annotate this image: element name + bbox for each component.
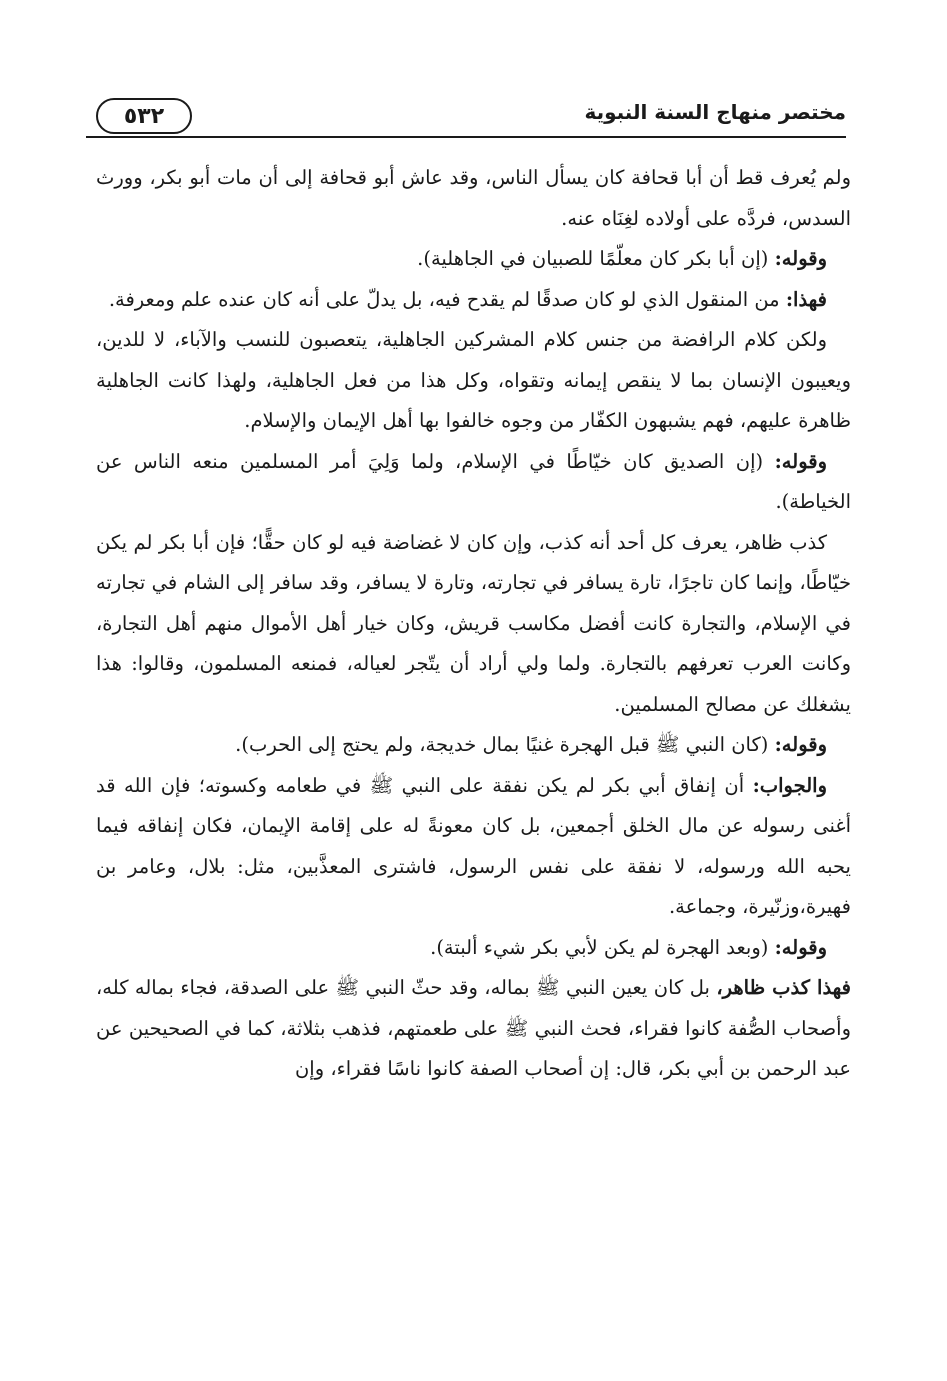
paragraph-lead: فهذا:	[785, 287, 827, 311]
paragraph-text: كذب ظاهر، يعرف كل أحد أنه كذب، وإن كان لا غضاضة فيه لو كان حقًّا؛ فإن أبا بكر لم يكن خيّاطًا، وإنما كان تاجرًا، تارة يسافر في تجارته، وتارة لا يسافر، وقد سافر إلى الشام في تجارته في الإسلام، والتجارة كانت أفضل مكاسب قريش، وكان خيار أهل الأموال منهم أهل التجارة، وكانت العرب تعرفهم بالتجارة. ولما ولي أراد أن يتّجر لعياله، فمنعه المسلمون، وقالوا: هذا يشغلك عن مصالح المسلمين.	[96, 530, 851, 716]
paragraph-text: ولم يُعرف قط أن أبا قحافة كان يسأل الناس، وقد عاش أبو قحافة إلى أن مات أبو بكر، وورث السدس، فردَّه على أولاده لغِنَاه عنه.	[96, 166, 851, 230]
paragraph-text: (إن الصديق كان خيّاطًا في الإسلام، ولما وَلِيَ أمر المسلمين منعه الناس عن الخياطة).	[96, 449, 851, 513]
paragraph-text: (كان النبي ﷺ قبل الهجرة غنيًا بمال خديجة، ولم يحتج إلى الحرب).	[235, 733, 775, 756]
paragraph-text: من المنقول الذي لو كان صدقًا لم يقدح فيه، بل يدلّ على أنه كان عنده علم ومعرفة.	[108, 287, 786, 311]
paragraph	[96, 158, 851, 239]
paragraph-text: بل كان يعين النبي ﷺ بماله، وقد حثّ النبي ﷺ على الصدقة، فجاء بماله كله، وأصحاب الصُّفة كانوا فقراء، فحث النبي ﷺ على طعمتهم، فذهب بثلاثة، كما في الصحيحين عن عبد الرحمن بن أبي بكر، قال: إن أصحاب الصفة كانوا ناسًا فقراء، وإن	[96, 976, 851, 1080]
paragraph	[96, 725, 851, 766]
page-header	[86, 96, 846, 140]
book-title: مختصر منهاج السنة النبوية	[584, 100, 846, 124]
paragraph	[96, 523, 851, 726]
paragraph	[96, 968, 851, 1090]
paragraph-text: ولكن كلام الرافضة من جنس كلام المشركين الجاهلية، يتعصبون للنسب والآباء، لا للدين، ويعيبون الإنسان بما لا ينقص إيمانه وتقواه، وكل هذا من فعل الجاهلية، ولهذا كانت الجاهلية ظاهرة عليهم، فهم يشبهون الكفّار من وجوه خالفوا بها أهل الإيمان والإسلام.	[96, 328, 851, 432]
paragraph-text: أن إنفاق أبي بكر لم يكن نفقة على النبي ﷺ في طعامه وكسوته؛ فإن الله قد أغنى رسوله عن مال الخلق أجمعين، بل كان معونةً له على إقامة الإيمان، فكان إنفاقه فيما يحبه الله ورسوله، لا نفقة على نفس الرسول، فاشترى المعذَّبين، مثل: بلال، وعامر بن فهيرة،وزنّيرة، وجماعة.	[96, 773, 851, 918]
page-number-badge	[96, 98, 192, 134]
paragraph-lead: والجواب:	[752, 773, 827, 797]
paragraph-lead: فهذا كذب ظاهر،	[716, 976, 851, 999]
paragraph	[96, 280, 851, 321]
paragraph	[96, 766, 851, 928]
body-text	[96, 158, 851, 1090]
paragraph	[96, 320, 851, 442]
paragraph	[96, 928, 851, 969]
paragraph-lead: وقوله:	[774, 935, 827, 959]
page-number: ٥٣٢	[123, 103, 165, 129]
paragraph-text: (وبعد الهجرة لم يكن لأبي بكر شيء ألبتة).	[430, 935, 775, 959]
paragraph	[96, 239, 851, 280]
paragraph-lead: وقوله:	[774, 733, 827, 756]
paragraph	[96, 442, 851, 523]
header-rule	[86, 136, 846, 138]
paragraph-lead: وقوله:	[774, 449, 827, 473]
paragraph-text: (إن أبا بكر كان معلّمًا للصبيان في الجاهلية).	[417, 247, 775, 270]
paragraph-lead: وقوله:	[774, 247, 827, 270]
